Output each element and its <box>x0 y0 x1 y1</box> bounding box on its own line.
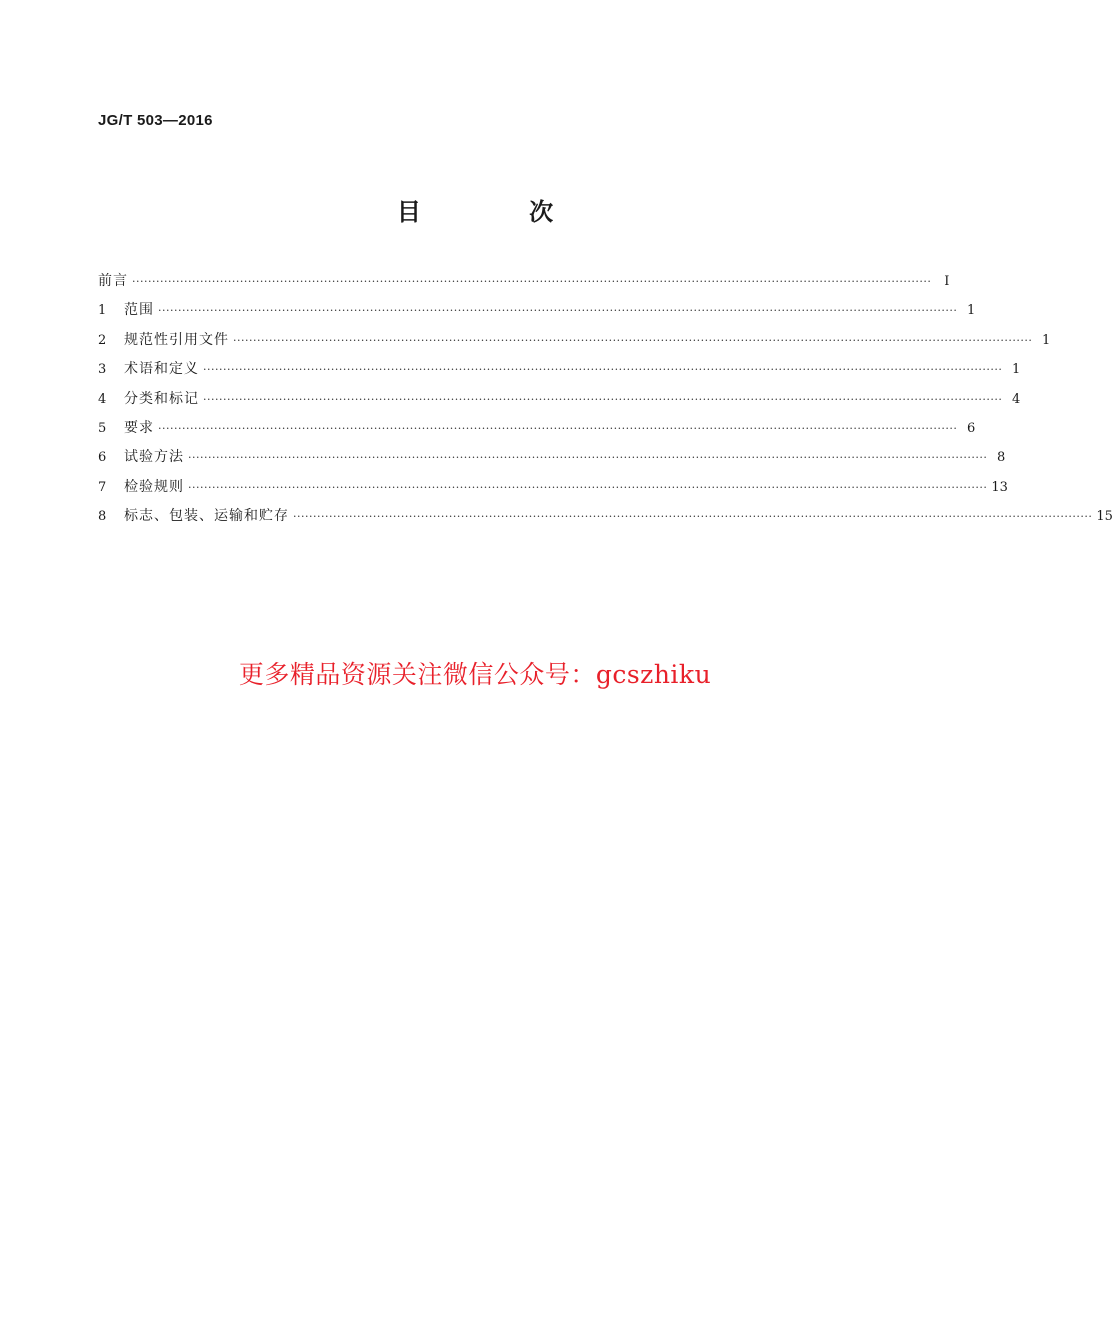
toc-leader-dots: ········································································································································································································ <box>158 421 958 435</box>
standard-code: JG/T 503—2016 <box>98 112 213 129</box>
toc-entry-number: 3 <box>98 362 107 378</box>
toc-entry-number: 7 <box>98 479 107 495</box>
toc-entry-page: Ⅰ <box>944 274 950 289</box>
toc-entry-label: 要求 <box>124 419 154 436</box>
toc-entry[interactable] <box>98 446 1006 475</box>
toc-entry[interactable] <box>98 476 1008 505</box>
promo-banner-text: 更多精品资源关注微信公众号：gcszhiku <box>238 660 712 689</box>
toc-entry[interactable] <box>98 329 1051 358</box>
toc-entry-page: 1 <box>1042 332 1051 348</box>
toc-leader-dots: ········································································································································································································ <box>188 451 988 465</box>
toc-entry-page: 8 <box>997 450 1006 466</box>
toc-entry-number: 4 <box>98 391 107 407</box>
toc-entry-number: 1 <box>98 303 107 319</box>
toc-entry[interactable] <box>98 388 1021 417</box>
toc-entry-number: 6 <box>98 450 107 466</box>
toc-leader-dots: ········································································································································································································ <box>132 275 932 288</box>
toc-entry-page: 13 <box>991 479 1008 495</box>
toc-entry-page: 15 <box>1096 509 1113 525</box>
toc-leader-dots: ········································································································································································································ <box>293 510 1093 524</box>
toc-leader-dots: ········································································································································································································ <box>188 480 988 494</box>
toc-entry-label: 分类和标记 <box>124 390 199 407</box>
toc-entry[interactable] <box>98 299 976 328</box>
toc-leader-dots: ········································································································································································································ <box>203 363 1003 377</box>
toc-entry[interactable] <box>98 358 1021 387</box>
toc-entry-label: 范围 <box>124 302 154 319</box>
toc-entry-page: 6 <box>967 420 976 436</box>
table-of-contents <box>98 270 1113 535</box>
toc-entry[interactable] <box>98 270 950 299</box>
toc-entry-page: 1 <box>1012 362 1021 378</box>
toc-leader-dots: ········································································································································································································ <box>233 333 1033 347</box>
toc-entry-label: 术语和定义 <box>124 361 199 378</box>
toc-entry[interactable] <box>98 505 1113 534</box>
toc-entry-label: 试验方法 <box>124 449 184 466</box>
toc-entry-number: 5 <box>98 420 107 436</box>
toc-entry-page: 4 <box>1012 391 1021 407</box>
toc-entry-number: 8 <box>98 509 107 525</box>
toc-entry-page: 1 <box>967 303 976 319</box>
toc-leader-dots: ········································································································································································································ <box>158 304 958 318</box>
toc-leader-dots: ········································································································································································································ <box>203 392 1003 406</box>
toc-entry[interactable] <box>98 417 976 446</box>
toc-entry-label: 前言 <box>98 273 128 289</box>
toc-entry-label: 规范性引用文件 <box>124 331 229 348</box>
toc-title: 目 次 <box>396 198 604 226</box>
toc-entry-label: 检验规则 <box>124 478 184 495</box>
toc-entry-label: 标志、包装、运输和贮存 <box>124 508 289 525</box>
toc-entry-number: 2 <box>98 332 107 348</box>
